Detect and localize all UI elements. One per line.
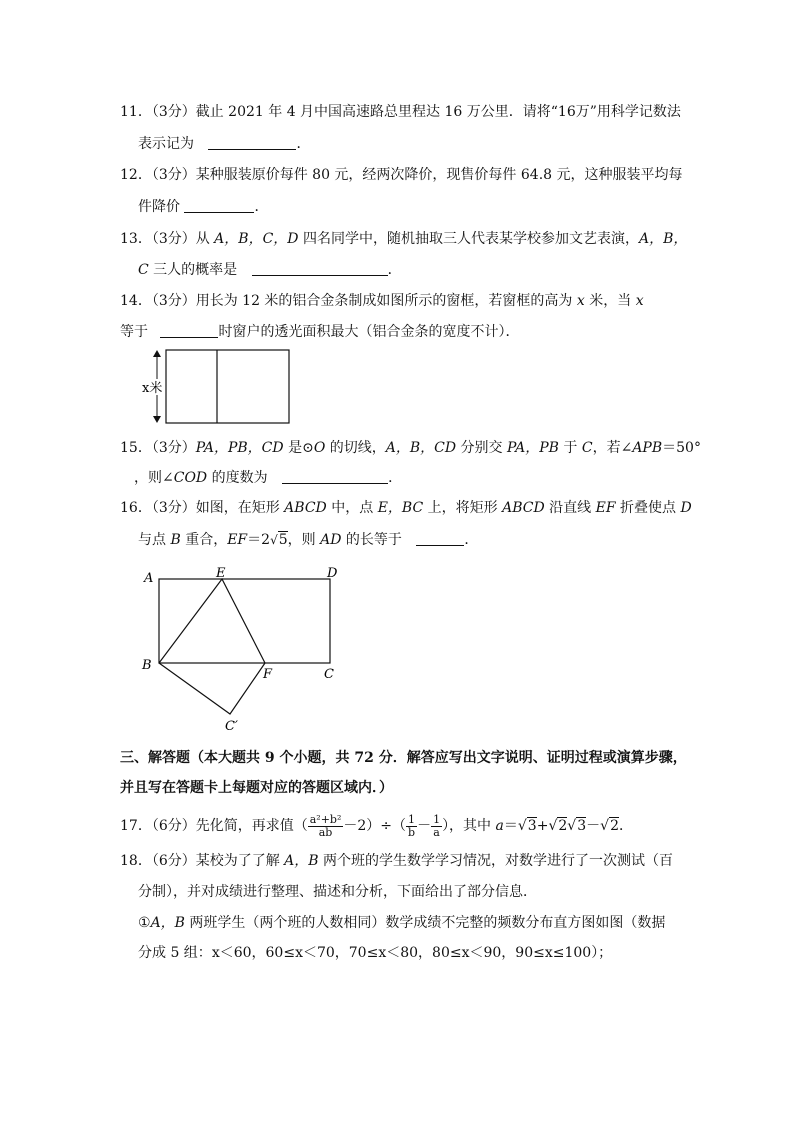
q12-text: 件降价 bbox=[138, 199, 180, 215]
q17-r4: 2 bbox=[610, 818, 619, 834]
q18-t2: A，B bbox=[284, 853, 319, 869]
q17-den: ab bbox=[318, 825, 333, 839]
triangle-BEF bbox=[159, 579, 265, 663]
q16-line2: 与点 B 重合，EF＝2√5，则 AD 的长等于 ． bbox=[138, 532, 479, 548]
q16-t8: EF bbox=[595, 500, 616, 516]
q15-t7: 分别交 bbox=[456, 440, 507, 456]
label-B: B bbox=[142, 658, 152, 673]
q14-t3: 米，当 bbox=[584, 293, 636, 309]
q16-t6: ABCD bbox=[502, 500, 545, 516]
q17-t9: ． bbox=[618, 818, 633, 834]
q17-f2den: b bbox=[408, 825, 416, 839]
label-C: C bbox=[324, 667, 334, 682]
q17-r1: 3 bbox=[527, 818, 537, 834]
q16-t14: EF bbox=[227, 532, 248, 548]
q15-answer-blank[interactable] bbox=[282, 469, 388, 484]
q18-line4 bbox=[138, 943, 612, 963]
q15-t16: 的度数为 bbox=[207, 470, 268, 486]
q15-t10: C bbox=[581, 440, 593, 456]
q16-t16: 5 bbox=[278, 532, 288, 548]
q11-line2: 表示记为 ． bbox=[138, 136, 311, 152]
q17-t2: －2）÷（ bbox=[343, 818, 407, 834]
q14-t4: x bbox=[635, 293, 644, 309]
section3-heading-line1: 三、解答题（本大题共 9 个小题，共 72 分．解答应写出文字说明、证明过程或演算步骤， bbox=[120, 750, 687, 766]
folded-flap bbox=[159, 663, 265, 714]
q17-t1: 17．（6分）先化简，再求值（ bbox=[120, 818, 308, 834]
fraction-1-over-a bbox=[431, 814, 442, 839]
q14-t6: 时窗户的透光面积最大（铝合金条的宽度不计）． bbox=[218, 324, 520, 340]
q18-t6: 两班学生（两个班的人数相同）数学成绩不完整的频数分布直方图如图（数据 bbox=[184, 915, 666, 931]
q15-t12: APB bbox=[632, 440, 663, 456]
q16-t15: ＝2 bbox=[247, 532, 271, 548]
q16-answer-blank[interactable] bbox=[416, 531, 464, 546]
q15-t1: 15．（3分） bbox=[120, 440, 196, 456]
q17-t5: a bbox=[495, 818, 504, 834]
height-label: x米 bbox=[142, 381, 163, 396]
q18-t7: 分成 5 组： bbox=[138, 945, 212, 961]
q16-t1: 16．（3分）如图，在矩形 bbox=[120, 500, 285, 516]
q15-t15: COD bbox=[173, 470, 208, 486]
q14-t2: x bbox=[576, 293, 585, 309]
fraction-1-over-b bbox=[406, 814, 417, 839]
fraction-a2b2-over-ab bbox=[308, 814, 344, 839]
q15-t4: O bbox=[313, 440, 326, 456]
q14-line2 bbox=[120, 322, 519, 342]
q17-num: a²+b² bbox=[309, 812, 342, 826]
q18-t8: x＜60，60≤x＜70，70≤x＜80，80≤x＜90，90≤x≤100 bbox=[211, 945, 592, 961]
q17-f3den: a bbox=[433, 825, 440, 839]
q13-t1: 13．（3分）从 bbox=[120, 231, 215, 247]
q16-t7: 沿直线 bbox=[544, 500, 596, 516]
q17-t6: ＝ bbox=[503, 818, 518, 834]
q18-line3 bbox=[138, 913, 665, 933]
q13-t3: 四名同学中，随机抽取三人代表某学校参加文艺表演， bbox=[298, 231, 639, 247]
q16-t5: 上，将矩形 bbox=[423, 500, 503, 516]
q16-t10: D bbox=[680, 500, 692, 516]
q17-f2num: 1 bbox=[406, 814, 417, 827]
label-A: A bbox=[144, 571, 154, 586]
q14-answer-blank[interactable] bbox=[160, 323, 218, 338]
q14-t5: 等于 bbox=[120, 324, 148, 340]
q15-t6: A，B，CD bbox=[385, 440, 457, 456]
q17-line: 17．（6分）先化简，再求值（ $\frac{\text{a²+b²}}{ab}$ －2）÷（ $\frac{1}{b}$ － $\frac{1}{a}$ ），其中 a＝√3+√2√3－√2． bbox=[120, 812, 633, 839]
label-E: E bbox=[216, 566, 226, 581]
q11-line1: 11．（3分）截止 2021 年 4 月中国高速路总里程达 16 万公里．请将“16万”用科学记数法 bbox=[120, 104, 681, 120]
q17-t4: ），其中 bbox=[442, 818, 496, 834]
q13-t6: 三人的概率是 bbox=[148, 262, 238, 278]
q13-t2: A，B，C，D bbox=[214, 231, 299, 247]
q17-r3: 3 bbox=[577, 818, 587, 834]
q12-answer-blank[interactable] bbox=[184, 198, 254, 213]
q16-t17: ，则 bbox=[287, 532, 321, 548]
rectangle-ABCD bbox=[159, 579, 330, 663]
q16-t9: 折叠使点 bbox=[615, 500, 681, 516]
q17-t8: － bbox=[586, 818, 601, 834]
folded-rectangle-figure bbox=[136, 560, 346, 735]
q15-line1 bbox=[120, 438, 701, 458]
q18-t3: 两个班的学生数学学习情况，对数学进行了一次测试（百 bbox=[318, 853, 674, 869]
q15-t11: ，若∠ bbox=[592, 440, 633, 456]
q13-line2: C 三人的概率是 ． bbox=[138, 262, 402, 278]
q16-t3: 中，点 bbox=[326, 500, 378, 516]
q15-t14: ，则∠ bbox=[134, 470, 174, 486]
q17-f3num: 1 bbox=[433, 812, 441, 826]
q18-t1: 18．（6分）某校为了了解 bbox=[120, 853, 285, 869]
q13-t4: A，B， bbox=[638, 231, 688, 247]
arrow-up-icon bbox=[153, 350, 161, 357]
q15-t13: ＝50° bbox=[662, 440, 701, 456]
q13-answer-blank[interactable] bbox=[252, 261, 388, 276]
q15-t3: 是⊙ bbox=[283, 440, 314, 456]
q11-answer-blank[interactable] bbox=[208, 135, 296, 150]
q16-line1 bbox=[120, 498, 692, 518]
label-F: F bbox=[263, 667, 273, 682]
q13-line1 bbox=[120, 229, 687, 249]
q11-text: 表示记为 bbox=[138, 136, 194, 152]
q16-t4: E，BC bbox=[377, 500, 424, 516]
q16-t13: 重合， bbox=[180, 532, 228, 548]
label-C-prime: C′ bbox=[225, 719, 238, 734]
q12-line1: 12．（3分）某种服装原价每件 80 元，经两次降价，现售价每件 64.8 元，这种服装平均每 bbox=[120, 167, 683, 183]
q16-t2: ABCD bbox=[284, 500, 327, 516]
window-frame-figure bbox=[136, 343, 296, 431]
q17-t7: + bbox=[536, 818, 549, 834]
arrow-down-icon bbox=[153, 416, 161, 423]
q18-t5: A，B bbox=[150, 915, 185, 931]
q15-line2: ，则∠COD 的度数为 ． bbox=[134, 470, 403, 486]
window-frame-outline bbox=[166, 350, 289, 423]
section3-heading-line2: 并且写在答题卡上每题对应的答题区域内．） bbox=[120, 780, 393, 796]
q18-t9: ）； bbox=[591, 945, 613, 961]
q16-t11: 与点 bbox=[138, 532, 171, 548]
q15-t8: PA，PB bbox=[507, 440, 559, 456]
q15-t9: 于 bbox=[558, 440, 582, 456]
q14-t1: 14．（3分）用长为 12 米的铝合金条制成如图所示的窗框，若窗框的高为 bbox=[120, 293, 577, 309]
q18-t4: ① bbox=[138, 915, 151, 931]
label-D: D bbox=[327, 566, 338, 581]
q18-line1 bbox=[120, 851, 673, 871]
q16-t12: B bbox=[170, 532, 181, 548]
q17-r2: 2 bbox=[558, 818, 568, 834]
q16-t19: 的长等于 bbox=[341, 532, 402, 548]
q15-t5: 的切线， bbox=[325, 440, 386, 456]
q18-line2: 分制），并对成绩进行整理、描述和分析，下面给出了部分信息． bbox=[138, 884, 537, 900]
q15-t2: PA，PB，CD bbox=[195, 440, 284, 456]
q13-t5: C bbox=[138, 262, 149, 278]
q16-t18: AD bbox=[320, 532, 342, 548]
q17-t3: － bbox=[417, 818, 432, 834]
q12-line2: 件降价 ． bbox=[138, 199, 269, 215]
q14-line1 bbox=[120, 291, 644, 311]
